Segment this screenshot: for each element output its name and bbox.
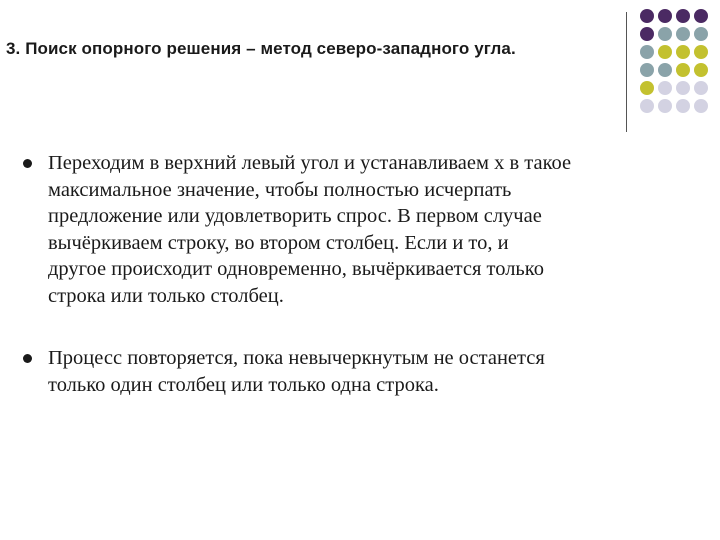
bullet-dot-icon — [23, 159, 32, 168]
decorative-dot — [658, 81, 672, 95]
decorative-dot — [658, 9, 672, 23]
decorative-dot — [640, 81, 654, 95]
bullet-1-line-3: предложение или удовлетворить спрос. В первом случае — [48, 205, 542, 227]
decorative-dot — [640, 27, 654, 41]
decorative-dot — [694, 27, 708, 41]
slide-title: 3. Поиск опорного решения – метод северо-западного угла. — [6, 39, 516, 58]
decorative-dot — [676, 27, 690, 41]
bullet-dot-icon — [23, 354, 32, 363]
decorative-dot — [676, 63, 690, 77]
bullet-1-line-1: Переходим в верхний левый угол и устанавливаем x в такое — [48, 152, 572, 174]
decorative-dot — [676, 99, 690, 113]
bullet-list — [20, 150, 700, 398]
decorative-dot-grid — [639, 8, 719, 118]
decorative-dot — [640, 63, 654, 77]
decorative-dot — [676, 9, 690, 23]
decorative-dot — [658, 45, 672, 59]
decorative-dot — [658, 27, 672, 41]
decorative-dot — [640, 99, 654, 113]
decorative-dot — [676, 81, 690, 95]
bullet-1-line-5: другое происходит одновременно, вычёркивается только — [48, 258, 544, 280]
decorative-dot — [694, 9, 708, 23]
decorative-dot — [694, 45, 708, 59]
decorative-dot — [658, 99, 672, 113]
decorative-dot — [676, 45, 690, 59]
decorative-dot — [658, 63, 672, 77]
bullet-item-1 — [20, 150, 700, 309]
bullet-1-line-2: максимальное значение, чтобы полностью исчерпать — [48, 178, 512, 201]
decorative-dot — [694, 63, 708, 77]
decorative-dot — [640, 9, 654, 23]
decorative-dot — [694, 81, 708, 95]
decorative-dot — [694, 99, 708, 113]
title-divider-line — [626, 12, 627, 132]
bullet-2-line-1: Процесс повторяется, пока невычеркнутым не останется — [48, 347, 545, 369]
decorative-dot — [640, 45, 654, 59]
bullet-item-2 — [20, 345, 700, 398]
bullet-1-line-6: строка или только столбец. — [48, 284, 284, 307]
bullet-2-line-2: только один столбец или только одна строка. — [48, 373, 439, 396]
bullet-1-line-4: вычёркиваем строку, во втором столбец. Если и то, и — [48, 231, 509, 254]
